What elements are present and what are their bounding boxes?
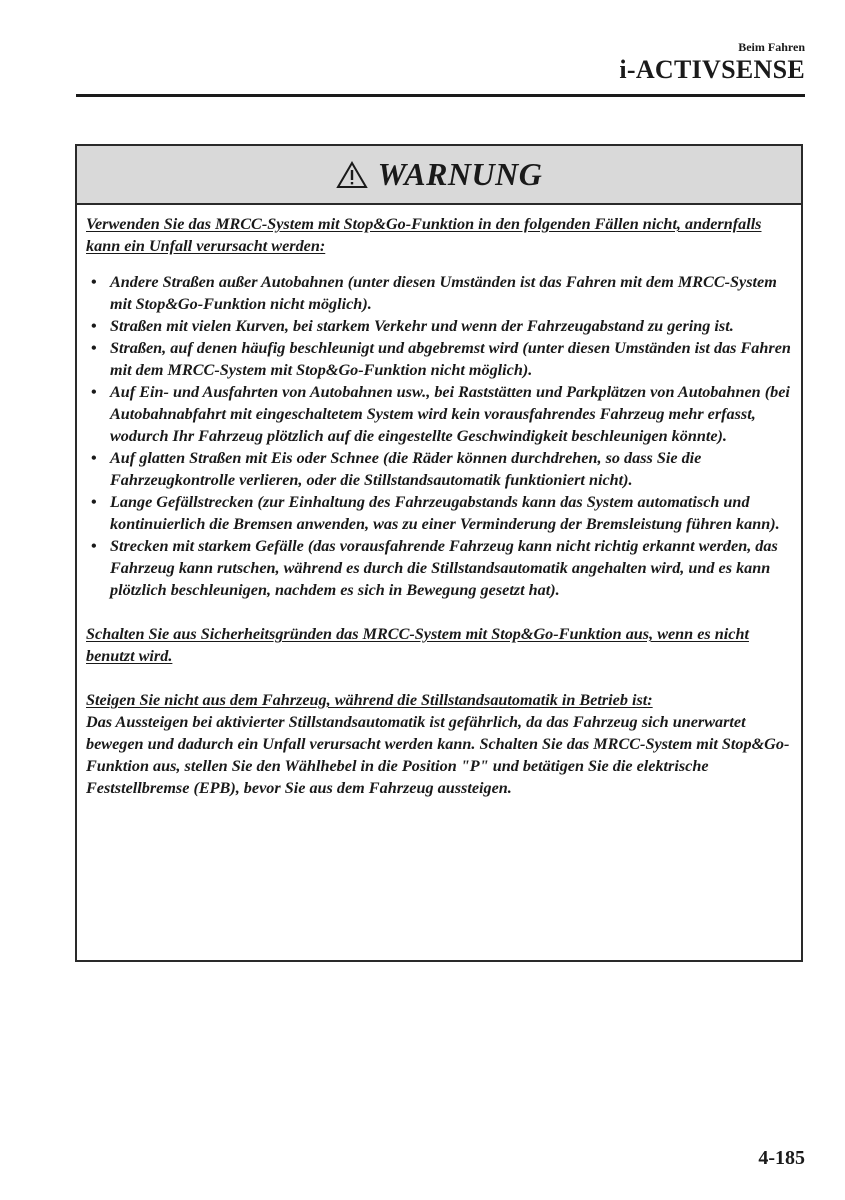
warning-title: WARNUNG — [377, 156, 543, 192]
warning-body — [77, 205, 801, 799]
bullet-text: Straßen, auf denen häufig beschleunigt und abgebremst wird (unter diesen Umständen ist das Fahren mit dem MRCC-System mit Stop&Go-Funktion nicht möglich). — [110, 339, 791, 379]
bullet-text: Strecken mit starkem Gefälle (das vorausfahrende Fahrzeug kann nicht richtig erkannt werden, das Fahrzeug kann rutschen, während es durch die Stillstandsautomatik angehalten wird, und es kann plötzlich beschleunigen, nachdem es sich in Bewegung gesetzt hat). — [110, 537, 778, 599]
exit-heading: Steigen Sie nicht aus dem Fahrzeug, während die Stillstandsautomatik in Betrieb ist: — [86, 691, 653, 709]
warning-box — [75, 144, 803, 962]
list-item — [86, 535, 793, 601]
bullet-text: Lange Gefällstrecken (zur Einhaltung des Fahrzeugabstands kann das System automatisch und kontinuierlich die Bremsen anwenden, was zu einer Verminderung der Bremsleistung führen kann). — [110, 493, 780, 533]
list-item — [86, 271, 793, 315]
bullet-dot: • — [91, 273, 97, 291]
bullet-dot: • — [91, 449, 97, 467]
warning-intro: Verwenden Sie das MRCC-System mit Stop&Go-Funktion in den folgenden Fällen nicht, andernfalls kann ein Unfall verursacht werden: — [86, 215, 762, 255]
bullet-text: Auf glatten Straßen mit Eis oder Schnee (die Räder können durchdrehen, so dass Sie die Fahrzeugkontrolle verlieren, oder die Stillstandsautomatik funktioniert nicht). — [110, 449, 702, 489]
list-item — [86, 447, 793, 491]
bullet-text: Auf Ein- und Ausfahrten von Autobahnen usw., bei Raststätten und Parkplätzen von Autobahnen (bei Autobahnabfahrt mit eingeschaltetem System wird kein vorausfahrendes Fahrzeug mehr erfasst, wodurch Ihr Fahrzeug plötzlich auf die eingestellte Geschwindigkeit beschleunigen könnte). — [110, 383, 790, 445]
bullet-dot: • — [91, 383, 97, 401]
switch-off-note: Schalten Sie aus Sicherheitsgründen das MRCC-System mit Stop&Go-Funktion aus, wenn es nicht benutzt wird. — [86, 625, 749, 665]
list-item — [86, 315, 793, 337]
exit-text: Das Aussteigen bei aktivierter Stillstandsautomatik ist gefährlich, da das Fahrzeug sich unerwartet bewegen und dadurch ein Unfall verursacht werden kann. Schalten Sie das MRCC-System mit Stop&Go-Funktion aus, stellen Sie den Wählhebel in die Position "P" und betätigen Sie die elektrische Feststellbremse (EPB), bevor Sie aus dem Fahrzeug aussteigen. — [86, 713, 790, 797]
bullet-text: Andere Straßen außer Autobahnen (unter diesen Umständen ist das Fahren mit dem MRCC-System mit Stop&Go-Funktion nicht möglich). — [110, 273, 777, 313]
page-title: i-ACTIVSENSE — [619, 55, 805, 84]
page-number: 4-185 — [758, 1147, 805, 1169]
bullet-dot: • — [91, 537, 97, 555]
bullet-dot: • — [91, 493, 97, 511]
list-item — [86, 381, 793, 447]
section-label: Beim Fahren — [738, 40, 805, 54]
list-item — [86, 491, 793, 535]
warning-triangle-icon — [336, 161, 368, 189]
warning-header — [77, 146, 801, 205]
warning-bullet-list — [86, 271, 793, 601]
bullet-dot: • — [91, 339, 97, 357]
bullet-text: Straßen mit vielen Kurven, bei starkem Verkehr und wenn der Fahrzeugabstand zu gering ist. — [110, 317, 734, 335]
spacer — [86, 667, 793, 689]
list-item — [86, 337, 793, 381]
spacer — [86, 601, 793, 623]
header-divider — [76, 94, 805, 97]
bullet-dot: • — [91, 317, 97, 335]
